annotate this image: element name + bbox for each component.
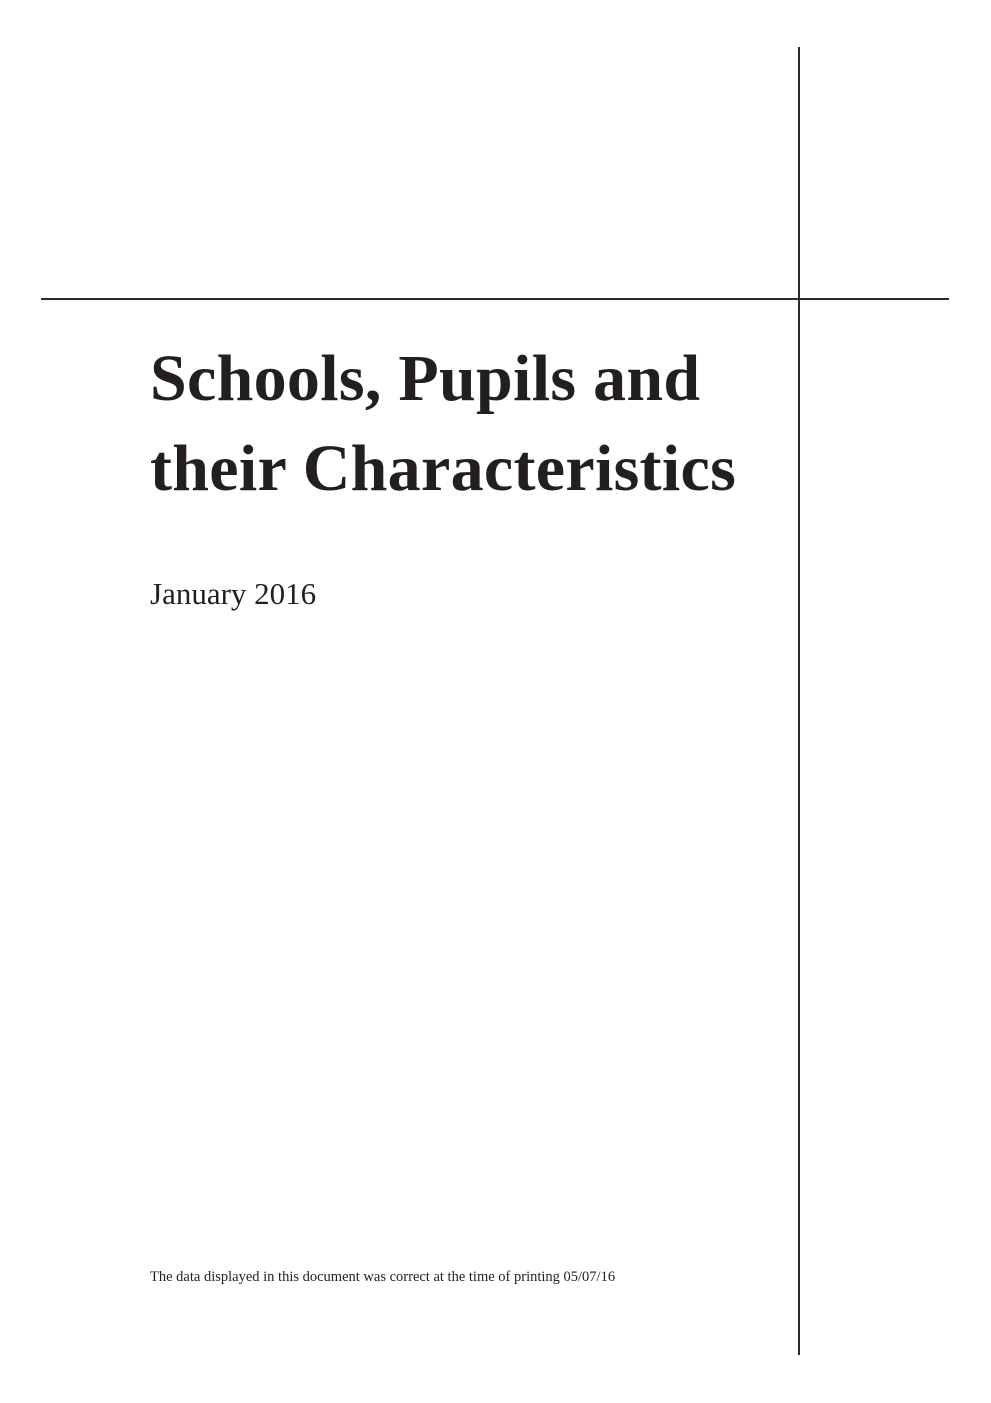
- document-title: [150, 334, 736, 514]
- publication-date: January 2016: [150, 576, 317, 611]
- horizontal-rule: [41, 298, 949, 300]
- vertical-rule: [798, 47, 800, 1355]
- title-line-2: their Characteristics: [150, 432, 737, 505]
- title-line-1: Schools, Pupils and: [150, 342, 701, 415]
- printing-disclaimer: The data displayed in this document was correct at the time of printing 05/07/16: [150, 1269, 616, 1285]
